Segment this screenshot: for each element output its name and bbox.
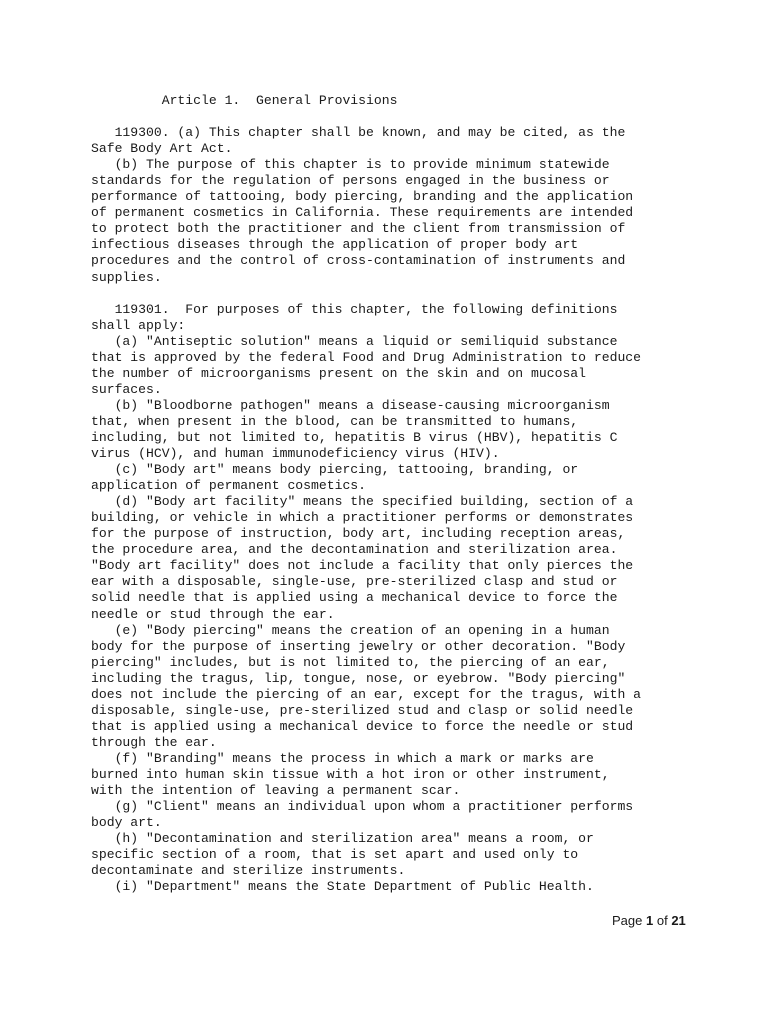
- text-line: building, or vehicle in which a practitioner performs or demonstrates: [91, 510, 634, 526]
- text-line: specific section of a room, that is set apart and used only to: [91, 847, 579, 863]
- text-line: virus (HCV), and human immunodeficiency virus (HIV).: [91, 446, 500, 462]
- text-line: including, but not limited to, hepatitis B virus (HBV), hepatitis C: [91, 429, 618, 445]
- text-line: supplies.: [91, 269, 162, 285]
- text-line: with the intention of leaving a permanent scar.: [91, 783, 461, 799]
- text-line: procedures and the control of cross-contamination of instruments and: [91, 253, 626, 269]
- text-line: (e) "Body piercing" means the creation of an opening in a human: [91, 622, 610, 638]
- text-line: Article 1. General Provisions: [91, 93, 398, 108]
- text-line: infectious diseases through the application of proper body art: [91, 237, 579, 253]
- text-line: body art.: [91, 815, 162, 831]
- text-line: does not include the piercing of an ear, except for the tragus, with a: [91, 686, 642, 702]
- text-line: (b) "Bloodborne pathogen" means a disease-causing microorganism: [91, 397, 610, 413]
- text-line: performance of tattooing, body piercing, branding and the application: [91, 189, 634, 205]
- text-line: (h) "Decontamination and sterilization area" means a room, or: [91, 831, 594, 847]
- text-line: the procedure area, and the decontamination and sterilization area.: [91, 542, 618, 558]
- text-line: for the purpose of instruction, body art, including reception areas,: [91, 526, 626, 542]
- text-line: surfaces.: [91, 381, 162, 397]
- text-line: the number of microorganisms present on the skin and on mucosal: [91, 365, 587, 381]
- text-line: (f) "Branding" means the process in which a mark or marks are: [91, 750, 594, 766]
- text-line: application of permanent cosmetics.: [91, 478, 367, 494]
- text-line: solid needle that is applied using a mechanical device to force the: [91, 590, 618, 606]
- text-line: disposable, single-use, pre-sterilized stud and clasp or solid needle: [91, 702, 634, 718]
- text-line: (d) "Body art facility" means the specified building, section of a: [91, 494, 634, 510]
- text-line: (b) The purpose of this chapter is to provide minimum statewide: [91, 157, 610, 173]
- of-label: of: [656, 913, 668, 928]
- page-number: 1: [646, 913, 654, 928]
- text-line: (c) "Body art" means body piercing, tattooing, branding, or: [91, 462, 579, 478]
- text-line: shall apply:: [91, 317, 186, 333]
- text-line: 119300. (a) This chapter shall be known, and may be cited, as the: [91, 125, 626, 141]
- text-line: 119301. For purposes of this chapter, the following definitions: [91, 301, 618, 317]
- page-label: Page: [612, 913, 643, 928]
- text-line: that, when present in the blood, can be transmitted to humans,: [91, 413, 579, 429]
- text-line: through the ear.: [91, 734, 217, 750]
- text-line: to protect both the practitioner and the client from transmission of: [91, 221, 626, 237]
- text-line: ear with a disposable, single-use, pre-sterilized clasp and stud or: [91, 574, 618, 590]
- page-footer: [612, 913, 686, 928]
- text-line: standards for the regulation of persons engaged in the business or: [91, 173, 610, 189]
- text-line: that is approved by the federal Food and Drug Administration to reduce: [91, 349, 642, 365]
- document-body: [91, 93, 641, 895]
- text-line: "Body art facility" does not include a facility that only pierces the: [91, 558, 634, 574]
- text-line: (g) "Client" means an individual upon whom a practitioner performs: [91, 799, 634, 815]
- text-line: body for the purpose of inserting jewelry or other decoration. "Body: [91, 638, 626, 654]
- text-line: (a) "Antiseptic solution" means a liquid or semiliquid substance: [91, 333, 618, 349]
- text-line: decontaminate and sterilize instruments.: [91, 863, 406, 879]
- text-line: needle or stud through the ear.: [91, 606, 335, 622]
- text-line: piercing" includes, but is not limited to, the piercing of an ear,: [91, 654, 610, 670]
- text-line: that is applied using a mechanical device to force the needle or stud: [91, 718, 634, 734]
- text-line: Safe Body Art Act.: [91, 141, 233, 157]
- text-line: of permanent cosmetics in California. These requirements are intended: [91, 205, 634, 221]
- text-line: including the tragus, lip, tongue, nose, or eyebrow. "Body piercing": [91, 670, 626, 686]
- text-line: burned into human skin tissue with a hot iron or other instrument,: [91, 766, 610, 782]
- total-pages: 21: [671, 913, 686, 928]
- text-line: (i) "Department" means the State Department of Public Health.: [91, 879, 594, 895]
